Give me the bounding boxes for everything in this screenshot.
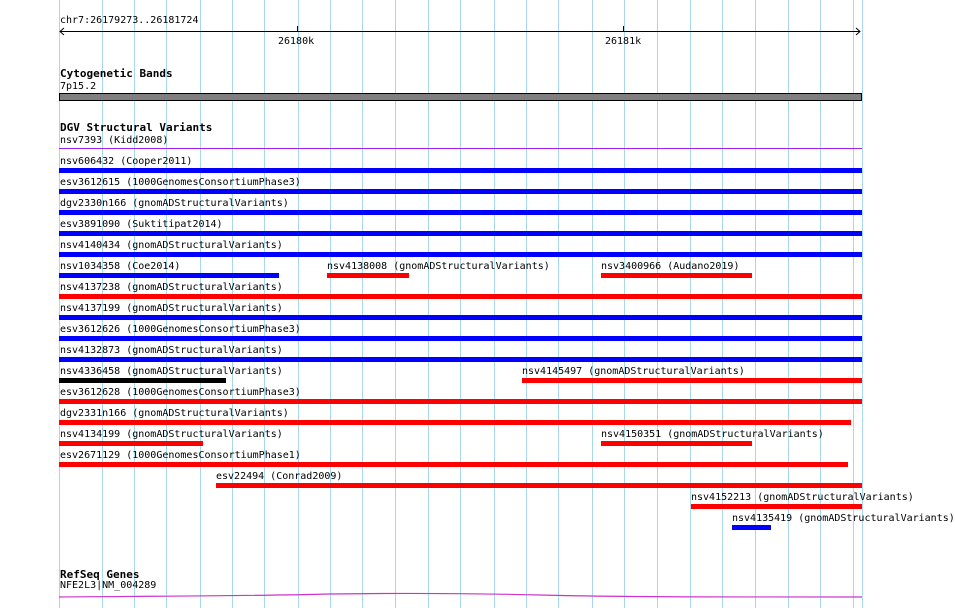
grid-line bbox=[624, 0, 625, 608]
dgv-track-title[interactable]: DGV Structural Variants bbox=[60, 121, 213, 134]
grid-line bbox=[298, 0, 299, 608]
dgv-feature-label[interactable]: nsv4145497 (gnomADStructuralVariants) bbox=[522, 366, 745, 377]
ruler-arrows bbox=[58, 26, 864, 38]
grid-line bbox=[395, 0, 396, 608]
cytoband-track-title[interactable]: Cytogenetic Bands bbox=[60, 67, 173, 80]
dgv-feature-bar[interactable] bbox=[59, 210, 862, 215]
ruler-tick-label-26180k: 26180k bbox=[278, 36, 315, 47]
dgv-feature-label[interactable]: nsv4152213 (gnomADStructuralVariants) bbox=[691, 492, 914, 503]
dgv-feature-bar[interactable] bbox=[59, 441, 203, 446]
dgv-feature-bar[interactable] bbox=[59, 252, 862, 257]
dgv-feature-bar[interactable] bbox=[601, 441, 752, 446]
dgv-feature-label[interactable]: esv3612615 (1000GenomesConsortiumPhase3) bbox=[60, 177, 301, 188]
dgv-feature-label[interactable]: esv3612628 (1000GenomesConsortiumPhase3) bbox=[60, 387, 301, 398]
grid-line bbox=[460, 0, 461, 608]
grid-line bbox=[362, 0, 363, 608]
dgv-feature-label[interactable]: dgv2330n166 (gnomADStructuralVariants) bbox=[60, 198, 289, 209]
dgv-feature-label[interactable]: nsv7393 (Kidd2008) bbox=[60, 135, 169, 146]
refseq-track-title[interactable]: RefSeq Genes bbox=[60, 568, 140, 581]
ruler-tick-label-26181k: 26181k bbox=[605, 36, 642, 47]
dgv-feature-bar[interactable] bbox=[59, 357, 862, 362]
grid-line bbox=[558, 0, 559, 608]
grid-line bbox=[428, 0, 429, 608]
refseq-gene-label[interactable]: NFE2L3|NM_004289 bbox=[60, 580, 157, 591]
dgv-feature-bar[interactable] bbox=[522, 378, 862, 383]
dgv-feature-bar[interactable] bbox=[691, 504, 862, 509]
dgv-feature-bar[interactable] bbox=[59, 231, 862, 236]
dgv-feature-bar[interactable] bbox=[216, 483, 862, 488]
dgv-feature-label[interactable]: nsv4134199 (gnomADStructuralVariants) bbox=[60, 429, 283, 440]
ruler-major-tick bbox=[297, 26, 298, 32]
grid-line bbox=[690, 0, 691, 608]
grid-line bbox=[722, 0, 723, 608]
dgv-feature-bar[interactable] bbox=[59, 294, 862, 299]
dgv-feature-bar[interactable] bbox=[59, 420, 851, 425]
cytoband-bar[interactable] bbox=[59, 93, 862, 101]
dgv-feature-label[interactable]: nsv4137238 (gnomADStructuralVariants) bbox=[60, 282, 283, 293]
dgv-feature-label[interactable]: esv2671129 (1000GenomesConsortiumPhase1) bbox=[60, 450, 301, 461]
dgv-feature-bar[interactable] bbox=[59, 189, 862, 194]
dgv-feature-bar[interactable] bbox=[59, 315, 862, 320]
grid-line bbox=[657, 0, 658, 608]
dgv-feature-label[interactable]: nsv4336458 (gnomADStructuralVariants) bbox=[60, 366, 283, 377]
dgv-feature-bar[interactable] bbox=[59, 273, 279, 278]
grid-line bbox=[526, 0, 527, 608]
dgv-feature-bar[interactable] bbox=[59, 399, 862, 404]
grid-line bbox=[494, 0, 495, 608]
grid-line bbox=[330, 0, 331, 608]
dgv-feature-label[interactable]: esv22494 (Conrad2009) bbox=[216, 471, 343, 482]
dgv-feature-label[interactable]: nsv4140434 (gnomADStructuralVariants) bbox=[60, 240, 283, 251]
cytoband-label: 7p15.2 bbox=[60, 81, 97, 92]
dgv-feature-label[interactable]: nsv4150351 (gnomADStructuralVariants) bbox=[601, 429, 824, 440]
dgv-feature-bar[interactable] bbox=[601, 273, 752, 278]
ruler-location-label: chr7:26179273..26181724 bbox=[60, 15, 199, 26]
dgv-feature-bar[interactable] bbox=[59, 378, 226, 383]
dgv-feature-bar[interactable] bbox=[732, 525, 771, 530]
dgv-feature-bar[interactable] bbox=[327, 273, 409, 278]
dgv-feature-label[interactable]: nsv1034358 (Coe2014) bbox=[60, 261, 181, 272]
dgv-feature-label[interactable]: nsv606432 (Cooper2011) bbox=[60, 156, 193, 167]
dgv-feature-label[interactable]: nsv4137199 (gnomADStructuralVariants) bbox=[60, 303, 283, 314]
dgv-feature-label[interactable]: esv3891090 (Suktitipat2014) bbox=[60, 219, 223, 230]
grid-line bbox=[592, 0, 593, 608]
dgv-feature-label[interactable]: dgv2331n166 (gnomADStructuralVariants) bbox=[60, 408, 289, 419]
dgv-feature-bar[interactable] bbox=[59, 336, 862, 341]
dgv-feature-bar[interactable] bbox=[59, 462, 848, 467]
dgv-feature-label[interactable]: nsv4132873 (gnomADStructuralVariants) bbox=[60, 345, 283, 356]
dgv-feature-label[interactable]: nsv4135419 (gnomADStructuralVariants) bbox=[732, 513, 955, 524]
dgv-feature-label[interactable]: nsv4138008 (gnomADStructuralVariants) bbox=[327, 261, 550, 272]
ruler-axis[interactable] bbox=[58, 26, 864, 38]
dgv-feature-label[interactable]: esv3612626 (1000GenomesConsortiumPhase3) bbox=[60, 324, 301, 335]
ruler-major-tick bbox=[623, 26, 624, 32]
dgv-feature-bar[interactable] bbox=[59, 168, 862, 173]
dgv-feature-bar[interactable] bbox=[59, 148, 862, 149]
dgv-feature-label[interactable]: nsv3400966 (Audano2019) bbox=[601, 261, 740, 272]
